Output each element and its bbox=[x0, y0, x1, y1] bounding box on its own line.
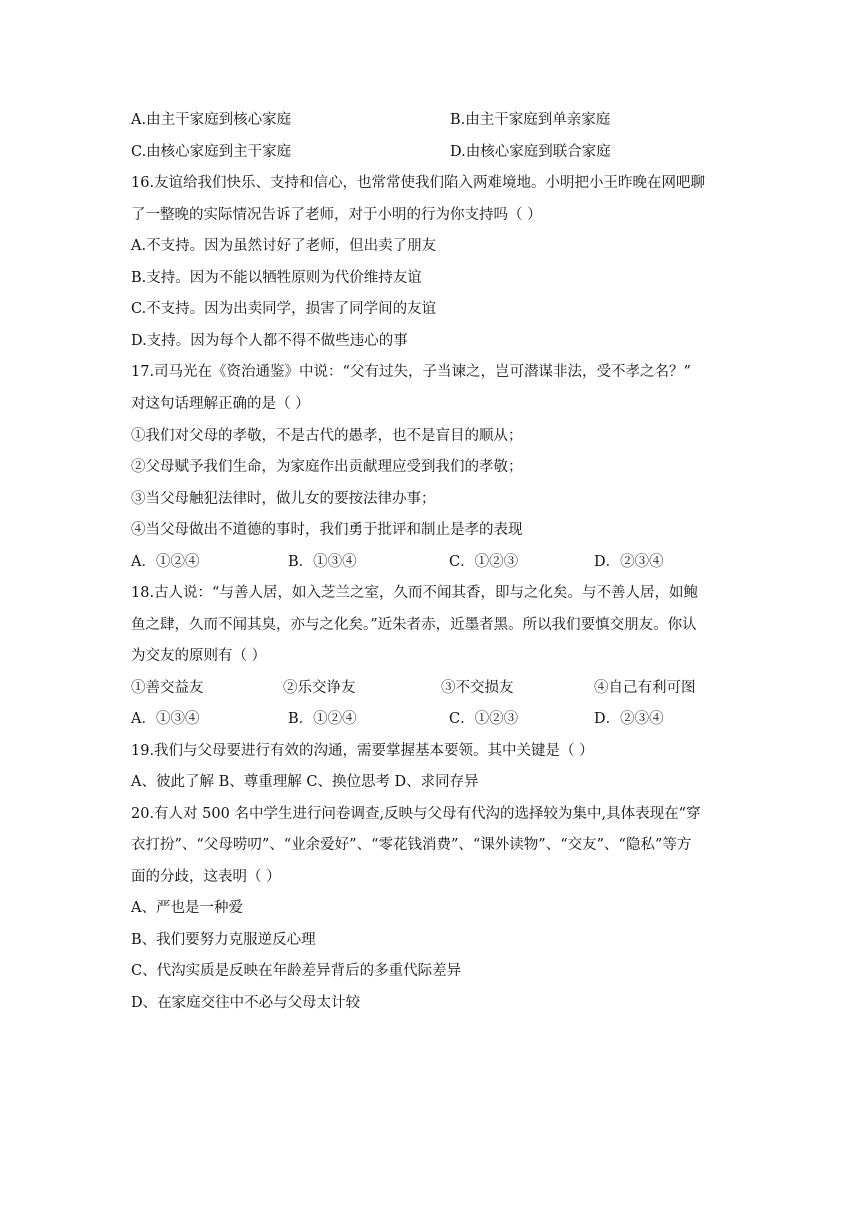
q16-option-c: C.不支持。因为出卖同学，损害了同学间的友谊 bbox=[131, 301, 437, 317]
q17-statement-3: ③当父母触犯法律时，做儿女的要按法律办事； bbox=[131, 491, 436, 507]
q17-statement-1: ①我们对父母的孝敬，不是古代的愚孝，也不是盲目的顺从； bbox=[131, 428, 523, 444]
q20-stem-line2: 衣打扮”、“父母唠叨”、“业余爱好”、“零花钱消费”、“课外读物”、“交友”、“隐私”等方 bbox=[131, 837, 692, 853]
q15-option-a: A.由主干家庭到核心家庭 bbox=[131, 112, 292, 128]
q19-options: A、彼此了解 B、尊重理解 C、换位思考 D、求同存异 bbox=[131, 774, 479, 790]
q16-stem-line1: 16.友谊给我们快乐、支持和信心，也常常使我们陷入两难境地。小明把小王昨晚在网吧聊 bbox=[131, 175, 706, 191]
q18-option-b: B．①②④ bbox=[288, 711, 357, 727]
q17-option-a: A．①②④ bbox=[131, 554, 200, 570]
q18-option-d: D．②③④ bbox=[594, 711, 664, 727]
q20-option-a: A、严也是一种爱 bbox=[131, 900, 243, 916]
q19-stem: 19.我们与父母要进行有效的沟通，需要掌握基本要领。其中关键是（ ） bbox=[131, 743, 594, 759]
q20-stem-line3: 面的分歧，这表明（ ） bbox=[131, 869, 281, 885]
q18-statement-1: ①善交益友 bbox=[131, 680, 204, 696]
q18-stem-line1: 18.古人说：“与善人居，如入芝兰之室，久而不闻其香，即与之化矣。与不善人居，如鲍 bbox=[131, 585, 698, 601]
q17-option-c: C．①②③ bbox=[449, 554, 519, 570]
q20-option-b: B、我们要努力克服逆反心理 bbox=[131, 932, 316, 948]
q18-statement-4: ④自己有利可图 bbox=[594, 680, 696, 696]
q18-option-a: A．①③④ bbox=[131, 711, 200, 727]
q16-option-b: B.支持。因为不能以牺牲原则为代价维持友谊 bbox=[131, 270, 422, 286]
q15-option-d: D.由核心家庭到联合家庭 bbox=[450, 144, 611, 160]
q20-option-c: C、代沟实质是反映在年龄差异背后的多重代际差异 bbox=[131, 963, 462, 979]
q20-stem-line1: 20.有人对 500 名中学生进行问卷调查,反映与父母有代沟的选择较为集中,具体表现在“穿 bbox=[131, 806, 701, 822]
q18-stem-line2: 鱼之肆，久而不闻其臭，亦与之化矣。”近朱者赤，近墨者黑。所以我们要慎交朋友。你认 bbox=[131, 617, 697, 633]
q16-option-d: D.支持。因为每个人都不得不做些违心的事 bbox=[131, 333, 408, 349]
q18-stem-line3: 为交友的原则有（ ） bbox=[131, 648, 267, 664]
q15-option-b: B.由主干家庭到单亲家庭 bbox=[450, 112, 611, 128]
q18-statement-3: ③不交损友 bbox=[441, 680, 514, 696]
q15-option-c: C.由核心家庭到主干家庭 bbox=[131, 144, 292, 160]
q17-stem-line2: 对这句话理解正确的是（ ） bbox=[131, 396, 310, 412]
q20-option-d: D、在家庭交往中不必与父母太计较 bbox=[131, 995, 361, 1011]
q18-statement-2: ②乐交诤友 bbox=[283, 680, 356, 696]
q17-stem-line1: 17.司马光在《资治通鉴》中说：“父有过失，子当谏之，岂可潜谋非法，受不孝之名？” bbox=[131, 364, 691, 380]
q17-statement-2: ②父母赋予我们生命，为家庭作出贡献理应受到我们的孝敬； bbox=[131, 459, 523, 475]
q17-statement-4: ④当父母做出不道德的事时，我们勇于批评和制止是孝的表现 bbox=[131, 522, 523, 538]
q17-option-b: B．①③④ bbox=[288, 554, 357, 570]
q17-option-d: D．②③④ bbox=[594, 554, 664, 570]
q16-option-a: A.不支持。因为虽然讨好了老师，但出卖了朋友 bbox=[131, 238, 437, 254]
q16-stem-line2: 了一整晚的实际情况告诉了老师，对于小明的行为你支持吗（ ） bbox=[131, 207, 542, 223]
q18-option-c: C．①②③ bbox=[449, 711, 519, 727]
